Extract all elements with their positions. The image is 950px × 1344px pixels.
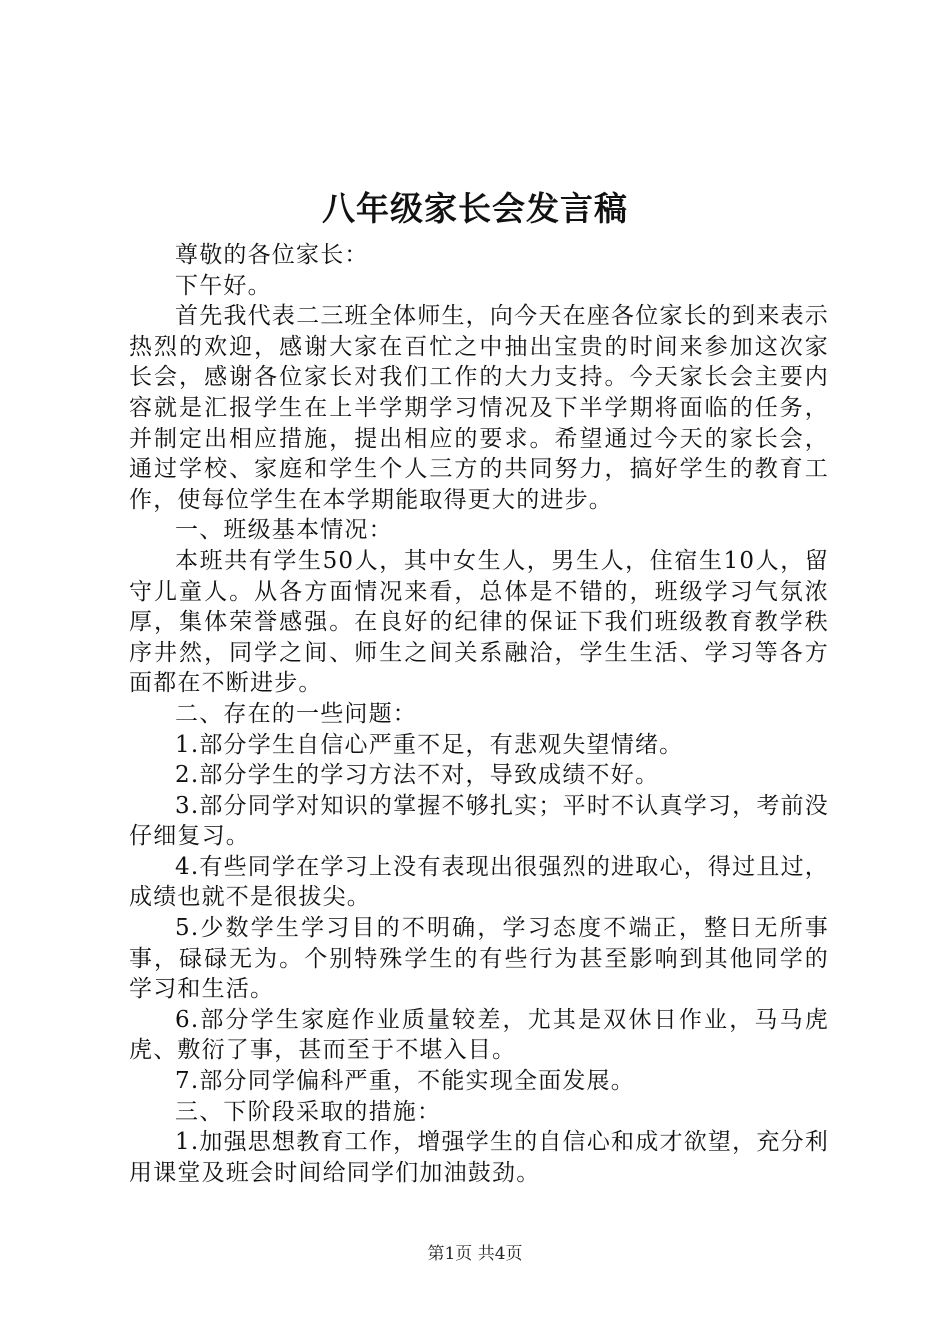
problem-item-5: 5.少数学生学习目的不明确，学习态度不端正，整日无所事事，碌碌无为。个别特殊学生的有些行为甚至影响到其他同学的学习和生活。 <box>129 915 829 1003</box>
section-heading-problems: 二、存在的一些问题： <box>175 700 417 727</box>
document-body <box>129 240 829 1188</box>
problem-item-2: 2.部分学生的学习方法不对，导致成绩不好。 <box>175 762 660 789</box>
problem-item-7: 7.部分同学偏科严重，不能实现全面发展。 <box>175 1068 635 1095</box>
class-overview-paragraph: 本班共有学生50人，其中女生人，男生人，住宿生10人，留守儿童人。从各方面情况来看，总体是不错的，班级学习气氛浓厚，集体荣誉感强。在良好的纪律的保证下我们班级教育教学秩序井然，同学之间、师生之间关系融洽，学生生活、学习等各方面都在不断进步。 <box>129 547 829 697</box>
intro-paragraph: 首先我代表二三班全体师生，向今天在座各位家长的到来表示热烈的欢迎，感谢大家在百忙之中抽出宝贵的时间来参加这次家长会，感谢各位家长对我们工作的大力支持。今天家长会主要内容就是汇报学生在上半学期学习情况及下半学期将面临的任务，并制定出相应措施，提出相应的要求。希望通过今天的家长会，通过学校、家庭和学生个人三方的共同努力，搞好学生的教育工作，使每位学生在本学期能取得更大的进步。 <box>129 303 829 513</box>
measure-item-1: 1.加强思想教育工作，增强学生的自信心和成才欲望，充分利用课堂及班会时间给同学们加油鼓劲。 <box>129 1129 829 1186</box>
problem-item-4: 4.有些同学在学习上没有表现出很强烈的进取心，得过且过，成绩也就不是很拔尖。 <box>129 853 829 911</box>
section-heading-class-overview: 一、班级基本情况： <box>175 517 393 544</box>
salutation: 尊敬的各位家长： <box>175 242 369 268</box>
problem-item-3: 3.部分同学对知识的掌握不够扎实；平时不认真学习，考前没仔细复习。 <box>129 792 829 850</box>
page-number-footer: 第1页 共4页 <box>427 1244 523 1264</box>
problem-item-6: 6.部分学生家庭作业质量较差，尤其是双休日作业，马马虎虎、敷衍了事，甚而至于不堪入目。 <box>129 1006 829 1064</box>
document-title: 八年级家长会发言稿 <box>322 189 628 228</box>
greeting: 下午好。 <box>175 272 272 299</box>
problem-item-1: 1.部分学生自信心严重不足，有悲观失望情绪。 <box>175 731 684 758</box>
section-heading-measures: 三、下阶段采取的措施： <box>175 1098 442 1125</box>
